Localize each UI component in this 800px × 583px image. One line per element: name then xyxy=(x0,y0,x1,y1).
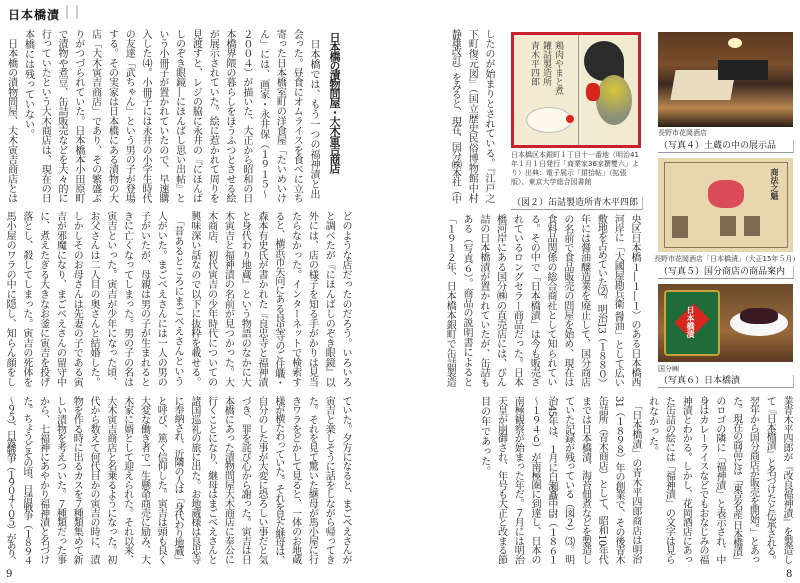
text-line: 目の年であった。 xyxy=(478,396,490,476)
text-line: しかしそのお母さんは先妻の子である寅 xyxy=(71,211,83,388)
text-column xyxy=(202,396,219,564)
figure2-artwork-lettering xyxy=(528,41,564,95)
text-line: 木商店、初代寅吉の少年時代についての xyxy=(205,211,217,388)
text-column xyxy=(151,211,168,387)
text-column xyxy=(462,29,479,203)
text-column xyxy=(558,214,575,387)
text-line: 人がいた。まごべえさんには一人の男の xyxy=(155,211,167,388)
text-column xyxy=(491,214,508,387)
photo5-title: （写真５）国分商店の商品案内 xyxy=(658,266,794,279)
text-line: た。現在の商品には「東京名産 日本橋漬」 xyxy=(730,396,742,564)
ornament-icon xyxy=(66,5,78,19)
page-number-left: 9 xyxy=(6,569,13,580)
text-line: 本橋にあった漬物問屋大木商店に奉公に xyxy=(222,396,234,565)
text-line: ある（写真６）。商品の説明書によると xyxy=(461,214,473,388)
text-line: 物を作る時に出るカスを７種類集めて新 xyxy=(71,396,83,565)
red-emblem xyxy=(708,180,744,208)
text-line: 日本橋の漬物問屋、大木寅吉商店とは xyxy=(5,29,17,204)
text-column xyxy=(446,29,463,203)
text-line: の友達「武ちゃん」という男の子が登場 xyxy=(123,29,135,204)
text-line: する。その実家は日本橋にある漬物の大 xyxy=(106,29,118,204)
text-column xyxy=(576,396,593,564)
photo6-caption: 国分㈱ xyxy=(658,365,679,373)
text-line: と身代わり地蔵』という物語のなかに大 xyxy=(239,211,251,388)
fold-line xyxy=(578,35,579,147)
text-column xyxy=(103,29,120,203)
text-column xyxy=(336,396,353,564)
text-line: 「昔あるところにまごべえさんという xyxy=(172,211,184,386)
text-line: したのが始まりとされている。『江戸之 xyxy=(483,29,494,204)
text-line: 吉が邪魔になり、まごべえさんの留守中 xyxy=(54,211,66,388)
artwork-line: 鑵詰製造所 xyxy=(541,41,551,86)
text-column xyxy=(252,396,269,564)
text-column xyxy=(287,29,304,203)
text-column xyxy=(34,396,51,564)
text-column xyxy=(475,396,492,564)
text-column xyxy=(219,396,236,564)
text-column xyxy=(51,396,68,564)
text-column xyxy=(626,396,643,564)
text-line: 橋河岸にある国分㈱の直売店には、びん xyxy=(494,214,506,388)
product-tin xyxy=(744,216,760,236)
text-line: 外には、店の様子を知る手がかりは見当 xyxy=(306,211,318,388)
text-line: 行くことになり、継母はまごべえさんと xyxy=(205,396,217,565)
photo5-caption: 長野市花岡酒店「日本橋漬」（大正15年５月） xyxy=(654,255,800,263)
text-line: 〜１９４６）が南極圏に到達し、日本の xyxy=(529,396,541,565)
artwork-line: 鶏肉やまと煮 xyxy=(553,41,563,95)
text-line: 神漬とわかる。しかし、花岡酒店にあっ xyxy=(680,396,692,565)
text-column xyxy=(119,29,136,203)
text-column xyxy=(84,211,101,387)
text-line: 子がいたが、母親は男の子が生まれると xyxy=(138,211,150,388)
text-line: 自分のした事が大変に恐ろしい事だと気 xyxy=(256,396,268,565)
text-column xyxy=(86,29,103,203)
text-column xyxy=(101,396,118,564)
section-heading-text: 日本橋の漬物問屋・大木寅吉商店 xyxy=(328,32,341,173)
text-line: た缶詰の絵には「福神漬」の文字は見ら xyxy=(663,396,675,565)
figure2-title: （図２）缶詰製造所青木平四郎 xyxy=(511,197,643,210)
text-line: 寅吉と楽しそうに話をしながら帰ってき xyxy=(323,396,335,565)
text-column xyxy=(608,214,625,387)
text-column xyxy=(440,214,457,387)
text-column xyxy=(235,396,252,564)
text-line: 翌年から国分商店が販売を開始。」とあっ xyxy=(747,396,759,565)
text-column xyxy=(19,29,36,203)
figure2-caption: 日本橋区本銀町１丁目十一番地（明治41年１月１日発行「商業家36家撰雙六」より）出典：電子展示「捃拾帖」（拡張版）、東京大学総合図書館 xyxy=(511,151,639,186)
text-column xyxy=(479,29,496,203)
text-line: いう小冊子が置かれていたので、早速購 xyxy=(156,29,168,204)
text-column xyxy=(271,29,288,203)
hen-comb xyxy=(566,115,574,123)
text-line: 治45年は、１月に白瀬矗中尉（１８６１ xyxy=(545,396,557,564)
text-column xyxy=(269,211,286,387)
text-column xyxy=(118,211,135,387)
text-line: 入した⑷。小冊子には永井の小学生時代 xyxy=(140,29,152,204)
text-column xyxy=(67,211,84,387)
text-column xyxy=(524,214,541,387)
text-line: 「日本橋漬」の青木平四郎商店は明治 xyxy=(629,396,641,565)
figure2-illustration xyxy=(511,32,641,148)
text-column xyxy=(135,211,152,387)
text-line: る。その中で「日本橋漬」は今も販売さ xyxy=(528,214,540,388)
text-column xyxy=(252,211,269,387)
text-column xyxy=(237,29,254,203)
text-column xyxy=(185,211,202,387)
text-line: 日本橋では、もう一つの福神漬と出 xyxy=(308,29,319,199)
text-column xyxy=(508,396,525,564)
text-line: どのような店だったのだろう。いろいろ xyxy=(340,211,351,388)
display-grill xyxy=(718,60,768,80)
hen xyxy=(526,107,572,133)
can-label: 日本橋漬 xyxy=(686,306,696,338)
text-line: 大変な働き者で一生懸命商売に励み、大 xyxy=(138,396,150,565)
text-column xyxy=(219,211,236,387)
text-line: しのぞき眼鏡―にほんばし思い出帖』と xyxy=(173,29,185,204)
text-column xyxy=(51,211,68,387)
text-line: づき、罪を詫び心から謝った。寅吉は日 xyxy=(239,396,251,565)
text-line: 天皇が崩御され、年号も大正と改まる節 xyxy=(495,396,507,565)
text-column xyxy=(508,214,525,387)
text-line: の名前で食品販売の問屋を始め、現在は xyxy=(561,214,573,388)
text-column xyxy=(625,214,642,387)
text-column xyxy=(67,396,84,564)
text-column xyxy=(101,211,118,387)
text-line: 河岸に「大國屋勘兵衛 醤油」として広い xyxy=(612,214,624,387)
text-column xyxy=(151,396,168,564)
text-line: ２００４）が描いた、大正から昭和の日 xyxy=(240,29,252,204)
text-line: 詰の日本橋漬が置かれていたが、缶詰も xyxy=(477,214,489,388)
text-line: ていた。夕方になると、まごべえさんが xyxy=(340,396,351,565)
text-line: 業青木平四郎が『改良福神漬』を製造し xyxy=(781,396,792,565)
text-column xyxy=(592,396,609,564)
text-line: 31（１８９８）年の創業で、その後青木 xyxy=(613,396,625,564)
text-column xyxy=(542,396,559,564)
text-column xyxy=(0,211,17,387)
text-line: お父さんは二人目の奥さんと結婚した。 xyxy=(88,211,100,388)
text-column xyxy=(185,396,202,564)
photo6-image xyxy=(658,284,793,362)
text-column xyxy=(168,211,185,387)
text-line: 南極観察が始まった年だ。７月には明治 xyxy=(512,396,524,565)
text-column xyxy=(2,29,19,203)
text-column xyxy=(303,211,320,387)
text-line: ていた記録が残っている（図２）⑶。明 xyxy=(562,396,574,565)
text-column xyxy=(220,29,237,203)
text-column xyxy=(744,396,761,564)
text-line: から、七福神にあやかり福神漬と名づけ xyxy=(37,396,49,565)
text-column xyxy=(136,29,153,203)
text-column xyxy=(336,211,353,387)
text-column xyxy=(170,29,187,203)
text-column xyxy=(0,396,17,564)
text-column xyxy=(153,29,170,203)
text-column xyxy=(69,29,86,203)
text-column xyxy=(693,396,710,564)
text-column xyxy=(187,29,204,203)
text-line: 森本有史氏が書かれた『良忠寺と福神漬 xyxy=(256,211,268,388)
text-column xyxy=(575,214,592,387)
text-line: に、煮えたぎる大きなお釜に寅吉を投げ xyxy=(37,211,49,388)
text-line: しい漬物を考えついた。７種類だった事 xyxy=(54,396,66,565)
text-line: 行っていたという大木商店は、現在の日 xyxy=(39,29,51,204)
photo4-title: （写真４）土蔵の中の展示品 xyxy=(658,140,794,153)
text-column xyxy=(202,211,219,387)
text-line: 様が横たわっていた。それを見た継母は、 xyxy=(272,396,284,565)
text-column xyxy=(135,396,152,564)
text-line: までは日本橋漬、海苔佃煮などを製造し xyxy=(579,396,591,565)
text-column xyxy=(52,29,69,203)
text-line: 見渡すと、レジの脇に永井の『にほんば xyxy=(190,29,202,204)
text-line: で漬物や煮豆、缶詰販売などを大々的に xyxy=(56,29,68,204)
text-column xyxy=(17,396,34,564)
text-column xyxy=(609,396,626,564)
text-column xyxy=(304,29,321,203)
text-line: 大木寅吉商店と名乗るようになった。初 xyxy=(104,396,116,565)
text-column xyxy=(474,214,491,387)
photo5-artwork-lettering: 商法之魁 xyxy=(770,168,780,200)
text-column xyxy=(235,211,252,387)
text-line: て『日本橋漬』と名づけたと伝承される。 xyxy=(764,396,776,565)
photo4-caption: 長野市花岡酒店 xyxy=(658,129,707,137)
text-column xyxy=(17,211,34,387)
lamp xyxy=(728,38,742,48)
product-tin xyxy=(720,216,736,236)
photo4-image xyxy=(658,32,793,127)
text-column xyxy=(203,29,220,203)
right-tier-b-text xyxy=(440,214,642,387)
text-line: と呼び、篤く信仰した。寅吉は頭も良く xyxy=(155,396,167,565)
text-column xyxy=(676,396,693,564)
text-column xyxy=(303,396,320,564)
can xyxy=(664,290,720,356)
text-line: 店「大木寅吉商店」であり、その繁盛ぶ xyxy=(89,29,101,204)
text-line: きワラをどかして見ると、一体のお地蔵 xyxy=(289,396,301,565)
text-column xyxy=(84,396,101,564)
section-heading xyxy=(327,32,342,172)
text-column xyxy=(660,396,677,564)
left-tier-c-text xyxy=(0,396,353,564)
text-column xyxy=(286,396,303,564)
text-line: た。ちょうどその頃、日清戦争（１８９４ xyxy=(20,396,32,565)
artwork-line: 青木平四郎 xyxy=(529,41,539,86)
right-tier-a-text xyxy=(445,29,496,203)
text-column xyxy=(457,214,474,387)
text-line: 「１９１２年、日本橋本銀町で缶詰製造 xyxy=(444,214,456,388)
text-line: 下町復元図』（国立歴史民俗博物館中村 xyxy=(466,29,478,204)
text-column xyxy=(492,396,509,564)
text-column xyxy=(254,29,271,203)
text-column xyxy=(319,211,336,387)
text-column xyxy=(269,396,286,564)
text-line: 落とし、殺してしまった。寅吉の死体を xyxy=(20,211,32,388)
running-head: 日本橋漬 xyxy=(8,8,61,22)
text-line: りがつづられていた。日本橋本小田原町 xyxy=(72,29,84,204)
text-column xyxy=(760,396,777,564)
text-column xyxy=(525,396,542,564)
photo5-image xyxy=(658,158,793,252)
text-line: 食料品関係の総合商社として知られてい xyxy=(545,214,557,388)
text-column xyxy=(541,214,558,387)
text-column xyxy=(559,396,576,564)
text-column xyxy=(118,396,135,564)
text-column xyxy=(35,29,52,203)
text-line: 諸国巡礼の旅に出た。お地蔵様は良忠寺 xyxy=(188,396,200,565)
text-column xyxy=(710,396,727,564)
text-line: ると、横浜市矢向にある良忠寺のご住職・ xyxy=(272,211,284,388)
text-line: 代から数えて何代目かの寅吉の時に、漬 xyxy=(88,396,100,565)
text-line: 本橋には残っていない。 xyxy=(22,29,34,139)
text-line: 本橋界隈の暮らしをほうふつとさせる絵 xyxy=(224,29,236,204)
pickles xyxy=(740,308,778,324)
text-column xyxy=(592,214,609,387)
text-line: が展示されていた。絵に惹かれて周りを xyxy=(207,29,219,204)
text-line: れているロングセラー商品だった。日本 xyxy=(511,214,523,388)
text-line: 興味深い話なので以下に抜粋を載せる。 xyxy=(188,211,200,388)
text-column xyxy=(319,396,336,564)
text-line: に奉納され、近隣の人は「身代わり地蔵」 xyxy=(172,396,184,565)
text-line: 敷地を占めていた⑵。明治13（１８８０） xyxy=(595,214,607,387)
text-line: 会った。昼食にオムライスを食べに立ち xyxy=(291,29,303,204)
text-line: 〜９５）、日露戦争（１９０４〜０５）があり、 xyxy=(4,396,16,565)
text-line: のロゴの隣に「福神漬」と表示され、中 xyxy=(713,396,725,565)
text-line: 央区日本橋１―１―１）のある日本橋西 xyxy=(629,214,640,388)
text-column xyxy=(727,396,744,564)
text-line: 年には醤油醸造業を廃止して、国分商店 xyxy=(578,214,590,388)
text-column xyxy=(34,211,51,387)
text-column xyxy=(777,396,794,564)
text-line: 寄った日本橋室町の洋食屋「たいめいけ xyxy=(274,29,286,204)
text-line: と調べたが『にほんばしのぞき眼鏡』以 xyxy=(323,211,335,388)
text-line: きに亡くなってしまった。男の子の名は xyxy=(121,211,133,388)
text-line: 馬小屋のワラの中に隠し、知らん顔をし xyxy=(4,211,16,388)
left-tier-b-text xyxy=(0,211,353,387)
text-column xyxy=(643,396,660,564)
text-line: たらなかった。インターネットで検索す xyxy=(289,211,301,388)
rooster-comb xyxy=(586,83,600,101)
photo6-title: （写真６）日本橋漬 xyxy=(658,375,794,388)
text-line: 木寅吉と福神漬の名前が見つかった。大 xyxy=(222,211,234,388)
text-line: 木家に婿として迎えられた。それ以来、 xyxy=(121,396,133,565)
page-number-right: 8 xyxy=(786,569,793,580)
text-column xyxy=(286,211,303,387)
text-line: た。それを見て驚いた継母が馬小屋に行 xyxy=(306,396,318,565)
rooster-body xyxy=(596,75,632,125)
text-line: ん」には、画家・永井保（１９１５〜 xyxy=(257,29,269,199)
text-line: れなかった。 xyxy=(646,396,658,456)
right-tier-c-text xyxy=(474,396,794,564)
text-line: 寅吉といった。寅吉が少年になった頃、 xyxy=(104,211,116,388)
text-column xyxy=(168,396,185,564)
text-line: 缶詰所（青木商店）として、昭和10年代 xyxy=(596,396,608,564)
left-tier-a-text xyxy=(2,29,321,203)
text-line: 身はカレーライスなどでもおなじみの福 xyxy=(697,396,709,565)
product-tin xyxy=(672,216,688,238)
text-line: 静雄改訂）をみると、現在、国分㈱本社（中 xyxy=(449,29,461,204)
